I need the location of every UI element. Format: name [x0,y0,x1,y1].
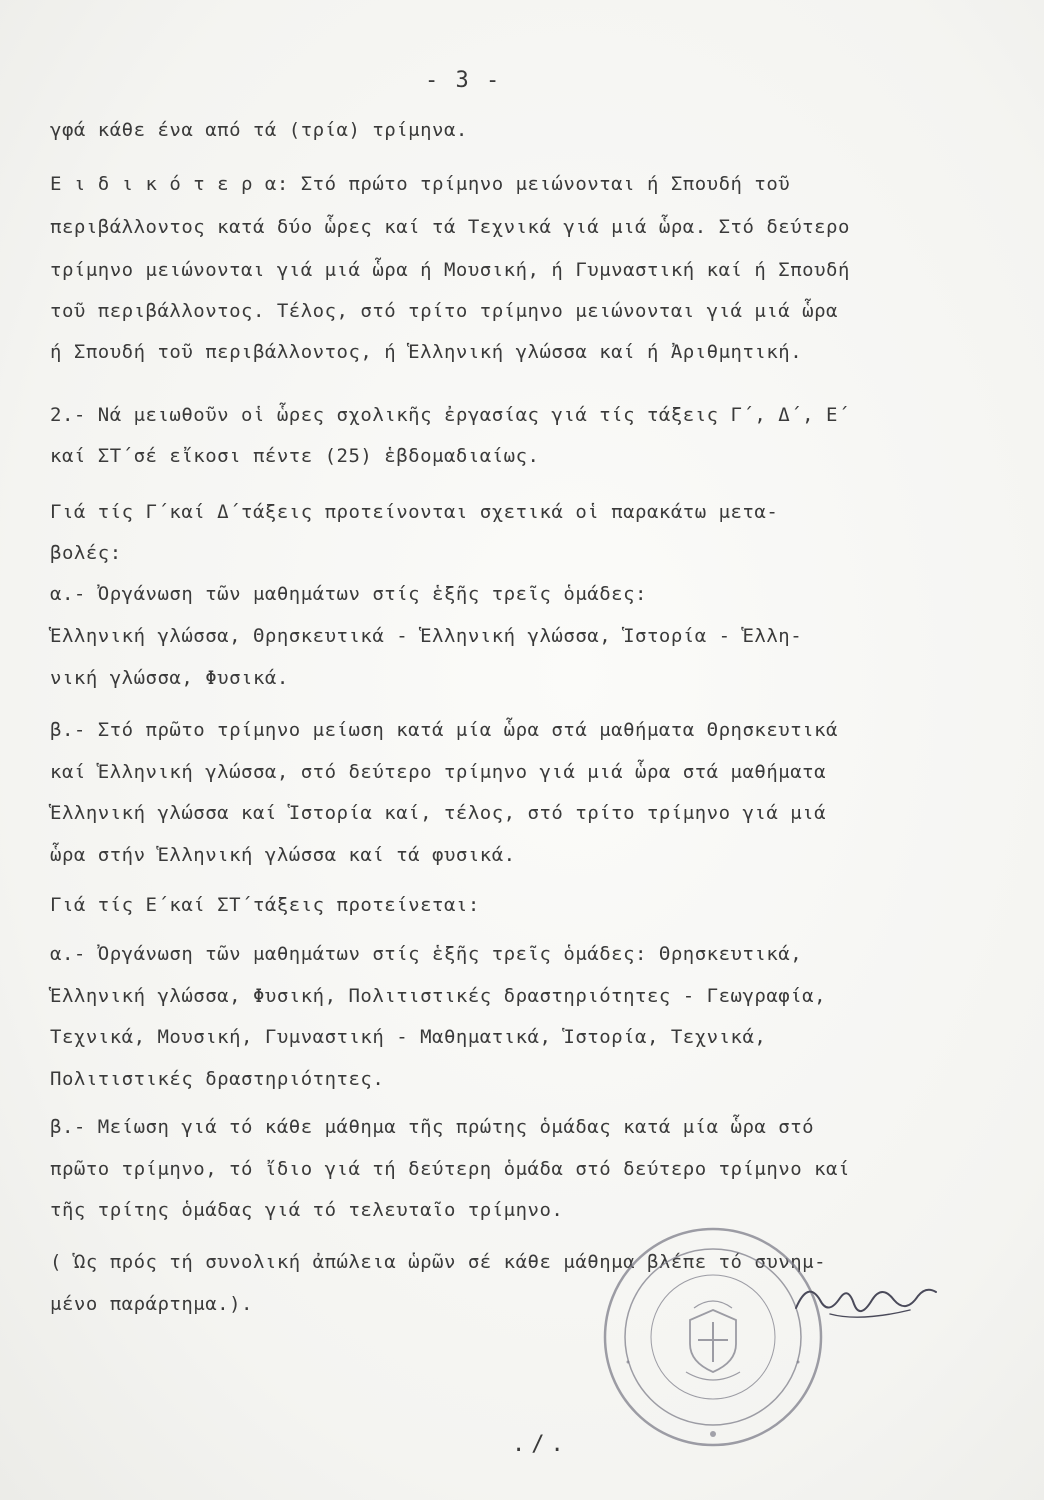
text-line: Τεχνικά, Μουσική, Γυμναστική - Μαθηματικά, Ἱστορία, Τεχνικά, [50,1026,767,1048]
text-line: Πολιτιστικές δραστηριότητες. [50,1068,385,1090]
text-line: γφά κάθε ένα από τά (τρία) τρίμηνα. [50,119,468,141]
text-line: β.- Στό πρῶτο τρίμηνο μείωση κατά μία ὧρα στά μαθήματα Θρησκευτικά [50,719,838,741]
text-line: περιβάλλοντος κατά δύο ὧρες καί τά Τεχνικά γιά μιά ὧρα. Στό δεύτερο [50,216,850,238]
text-line: Ἑλληνική γλώσσα, Φυσική, Πολιτιστικές δραστηριότητες - Γεωγραφία, [50,985,827,1007]
page-number: - 3 - [425,68,502,93]
text-line: α.- Ὀργάνωση τῶν μαθημάτων στίς ἑξῆς τρεῖς ὁμάδες: [50,583,647,605]
text-line: καί Ἑλληνική γλώσσα, στό δεύτερο τρίμηνο γιά μιά ὧρα στά μαθήματα [50,761,827,783]
text-line: μένο παράρτημα.). [50,1293,253,1315]
text-line: 2.- Νά μειωθοῦν οἱ ὧρες σχολικῆς ἐργασίας γιά τίς τάξεις Γ΄, Δ΄, Ε΄ [50,404,850,426]
text-line: τῆς τρίτης ὁμάδας γιά τό τελευταῖο τρίμηνο. [50,1199,564,1221]
text-line: βολές: [50,542,122,564]
text-line: καί ΣΤ΄σέ εἴκοσι πέντε (25) ἑβδομαδιαίως. [50,445,540,467]
text-line: νική γλώσσα, Φυσικά. [50,667,289,689]
text-line: Γιά τίς Ε΄καί ΣΤ΄τάξεις προτείνεται: [50,894,480,916]
official-stamp-icon [598,1222,828,1452]
text-line: ὧρα στήν Ἑλληνική γλώσσα καί τά φυσικά. [50,844,516,866]
text-line: τρίμηνο μειώνονται γιά μιά ὧρα ή Μουσική, ή Γυμναστική καί ή Σπουδή [50,259,850,281]
text-line: Γιά τίς Γ΄καί Δ΄τάξεις προτείνονται σχετικά οἱ παρακάτω μετα- [50,501,779,523]
text-line: Ε ι δ ι κ ό τ ε ρ α: Στό πρώτο τρίμηνο μειώνονται ή Σπουδή τοῦ [50,173,791,195]
text-line: α.- Ὀργάνωση τῶν μαθημάτων στίς ἑξῆς τρεῖς ὁμάδες: Θρησκευτικά, [50,943,803,965]
continuation-mark: ./. [512,1432,570,1457]
text-line: ή Σπουδή τοῦ περιβάλλοντος, ή Ἑλληνική γλώσσα καί ή Ἀριθμητική. [50,341,803,363]
text-line: Ἑλληνική γλώσσα καί Ἱστορία καί, τέλος, στό τρίτο τρίμηνο γιά μιά [50,802,827,824]
text-line: τοῦ περιβάλλοντος. Τέλος, στό τρίτο τρίμηνο μειώνονται γιά μιά ὧρα [50,300,838,322]
text-line: ( Ὡς πρός τή συνολική ἀπώλεια ὡρῶν σέ κάθε μάθημα βλέπε τό συνημ- [50,1251,827,1273]
text-line: β.- Μείωση γιά τό κάθε μάθημα τῆς πρώτης ὁμάδας κατά μία ὧρα στό [50,1116,815,1138]
text-line: πρῶτο τρίμηνο, τό ἴδιο γιά τή δεύτερη ὁμάδα στό δεύτερο τρίμηνο καί [50,1158,850,1180]
text-line: Ἑλληνική γλώσσα, Θρησκευτικά - Ἑλληνική γλώσσα, Ἱστορία - Ἑλλη- [50,625,803,647]
signature-icon [790,1270,940,1330]
